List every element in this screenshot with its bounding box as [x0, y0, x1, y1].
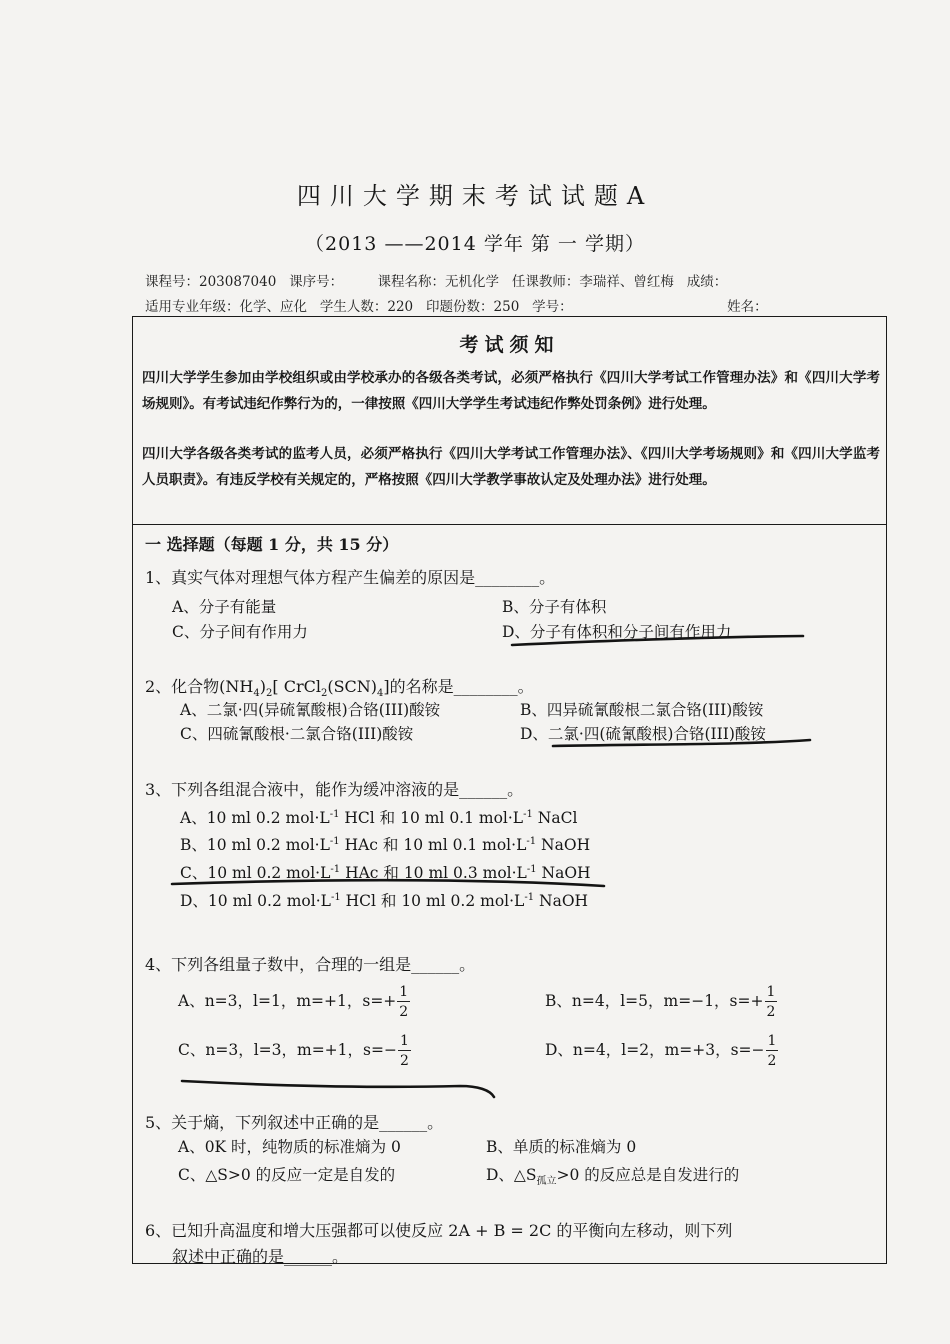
- q5-option-b: B、单质的标准熵为 0: [486, 1138, 637, 1156]
- q1-option-a: A、分子有能量: [172, 598, 277, 616]
- q5-option-d: D、$\triangle S_{孤立}>0$ 的反应总是自发进行的: [486, 1166, 740, 1188]
- pen-underline-q3: [172, 880, 604, 886]
- course-info-line-2: 适用专业年级：化学、应化 学生人数：220 印题份数：250 学号： 姓名：: [145, 299, 768, 315]
- q4-option-b: B、n=4，l=5，m=−1，s=+ $\frac{1}{2}$: [545, 984, 776, 1020]
- fraction-one-half: $\frac{1}{2}$: [399, 1033, 409, 1069]
- q3-option-a: A、10 ml 0.2 $mol\cdot L^{-1}$ HCl 和 10 ml 0.1 $mol\cdot L^{-1}$ NaCl: [180, 808, 578, 827]
- academic-year: （2013 ——2014 学年 第 一 学期）: [305, 233, 645, 255]
- q3-option-b: B、10 ml 0.2 $mol\cdot L^{-1}$ HAc 和 10 ml 0.1 $mol\cdot L^{-1}$ NaOH: [180, 835, 591, 854]
- q2-option-a: A、二氯·四(异硫氰酸根)合铬(III)酸铵: [180, 701, 441, 719]
- fraction-one-half: $\frac{1}{2}$: [399, 984, 409, 1020]
- q4-option-a: A、n=3，l=1，m=+1，s=+ $\frac{1}{2}$: [178, 984, 409, 1020]
- notice-paragraph-2: 四川大学各级各类考试的监考人员，必须严格执行《四川大学考试工作管理办法》、《四川大学考场规则》和《四川大学监考人员职责》。有违反学校有关规定的，严格按照《四川大学教学事故认定及处理办法》进行处理。: [142, 446, 880, 488]
- pen-underline-q4: [182, 1081, 494, 1097]
- pen-underline-q1: [512, 636, 803, 645]
- fraction-one-half: $\frac{1}{2}$: [766, 984, 776, 1020]
- q1-option-b: B、分子有体积: [502, 598, 607, 616]
- q2-option-d: D、二氯·四(硫氰酸根)合铬(III)酸铵: [520, 725, 766, 743]
- q5-option-a: A、0K 时，纯物质的标准熵为 0: [178, 1138, 401, 1156]
- q2-option-b: B、四异硫氰酸根二氯合铬(III)酸铵: [520, 701, 764, 719]
- exam-title: 四川大学期末考试试题A: [296, 182, 654, 210]
- question-6-stem-line-1: 6、已知升高温度和增大压强都可以使反应 2A + B = 2C 的平衡向左移动，则下列: [145, 1221, 733, 1240]
- question-1-stem: 1、真实气体对理想气体方程产生偏差的原因是________。: [145, 568, 556, 587]
- pen-underline-q2: [553, 740, 810, 746]
- q2-option-c: C、四硫氰酸根·二氯合铬(III)酸铵: [180, 725, 414, 743]
- notice-title: 考试须知: [459, 334, 560, 356]
- q1-option-c: C、分子间有作用力: [172, 623, 308, 641]
- q3-option-d: D、10 ml 0.2 $mol\cdot L^{-1}$ HCl 和 10 ml 0.2 $mol\cdot L^{-1}$ NaOH: [180, 891, 589, 910]
- q1-option-d: D、分子有体积和分子间有作用力: [502, 623, 732, 641]
- q5-option-c: C、△S>0 的反应一定是自发的: [178, 1166, 396, 1184]
- question-3-stem: 3、下列各组混合液中，能作为缓冲溶液的是______。: [145, 780, 524, 799]
- question-2-stem: 2、化合物$(NH_4)_2$[ $CrCl_2(SCN)_4$]的名称是________。: [145, 677, 534, 700]
- question-4-stem: 4、下列各组量子数中，合理的一组是______。: [145, 955, 476, 974]
- q4-option-d: D、n=4，l=2，m=+3，s=− $\frac{1}{2}$: [545, 1033, 777, 1069]
- section-heading: 一 选择题（每题 1 分，共 15 分）: [145, 535, 399, 554]
- question-6-stem-line-2: 叙述中正确的是______。: [172, 1247, 349, 1266]
- notice-paragraph-1: 四川大学学生参加由学校组织或由学校承办的各级各类考试，必须严格执行《四川大学考试工作管理办法》和《四川大学考场规则》。有考试违纪作弊行为的，一律按照《四川大学学生考试违纪作弊处罚条例》进行处理。: [142, 370, 880, 412]
- course-info-line-1: 课程号：203087040 课序号： 课程名称：无机化学 任课教师：李瑞祥、曾红梅 成绩：: [145, 274, 728, 290]
- fraction-one-half: $\frac{1}{2}$: [767, 1033, 777, 1069]
- q3-option-c: C、10 ml 0.2 $mol\cdot L^{-1}$ HAc 和 10 ml 0.3 $mol\cdot L^{-1}$ NaOH: [180, 863, 591, 882]
- q4-option-c: C、n=3，l=3，m=+1，s=− $\frac{1}{2}$: [178, 1033, 409, 1069]
- question-5-stem: 5、关于熵，下列叙述中正确的是______。: [145, 1113, 444, 1132]
